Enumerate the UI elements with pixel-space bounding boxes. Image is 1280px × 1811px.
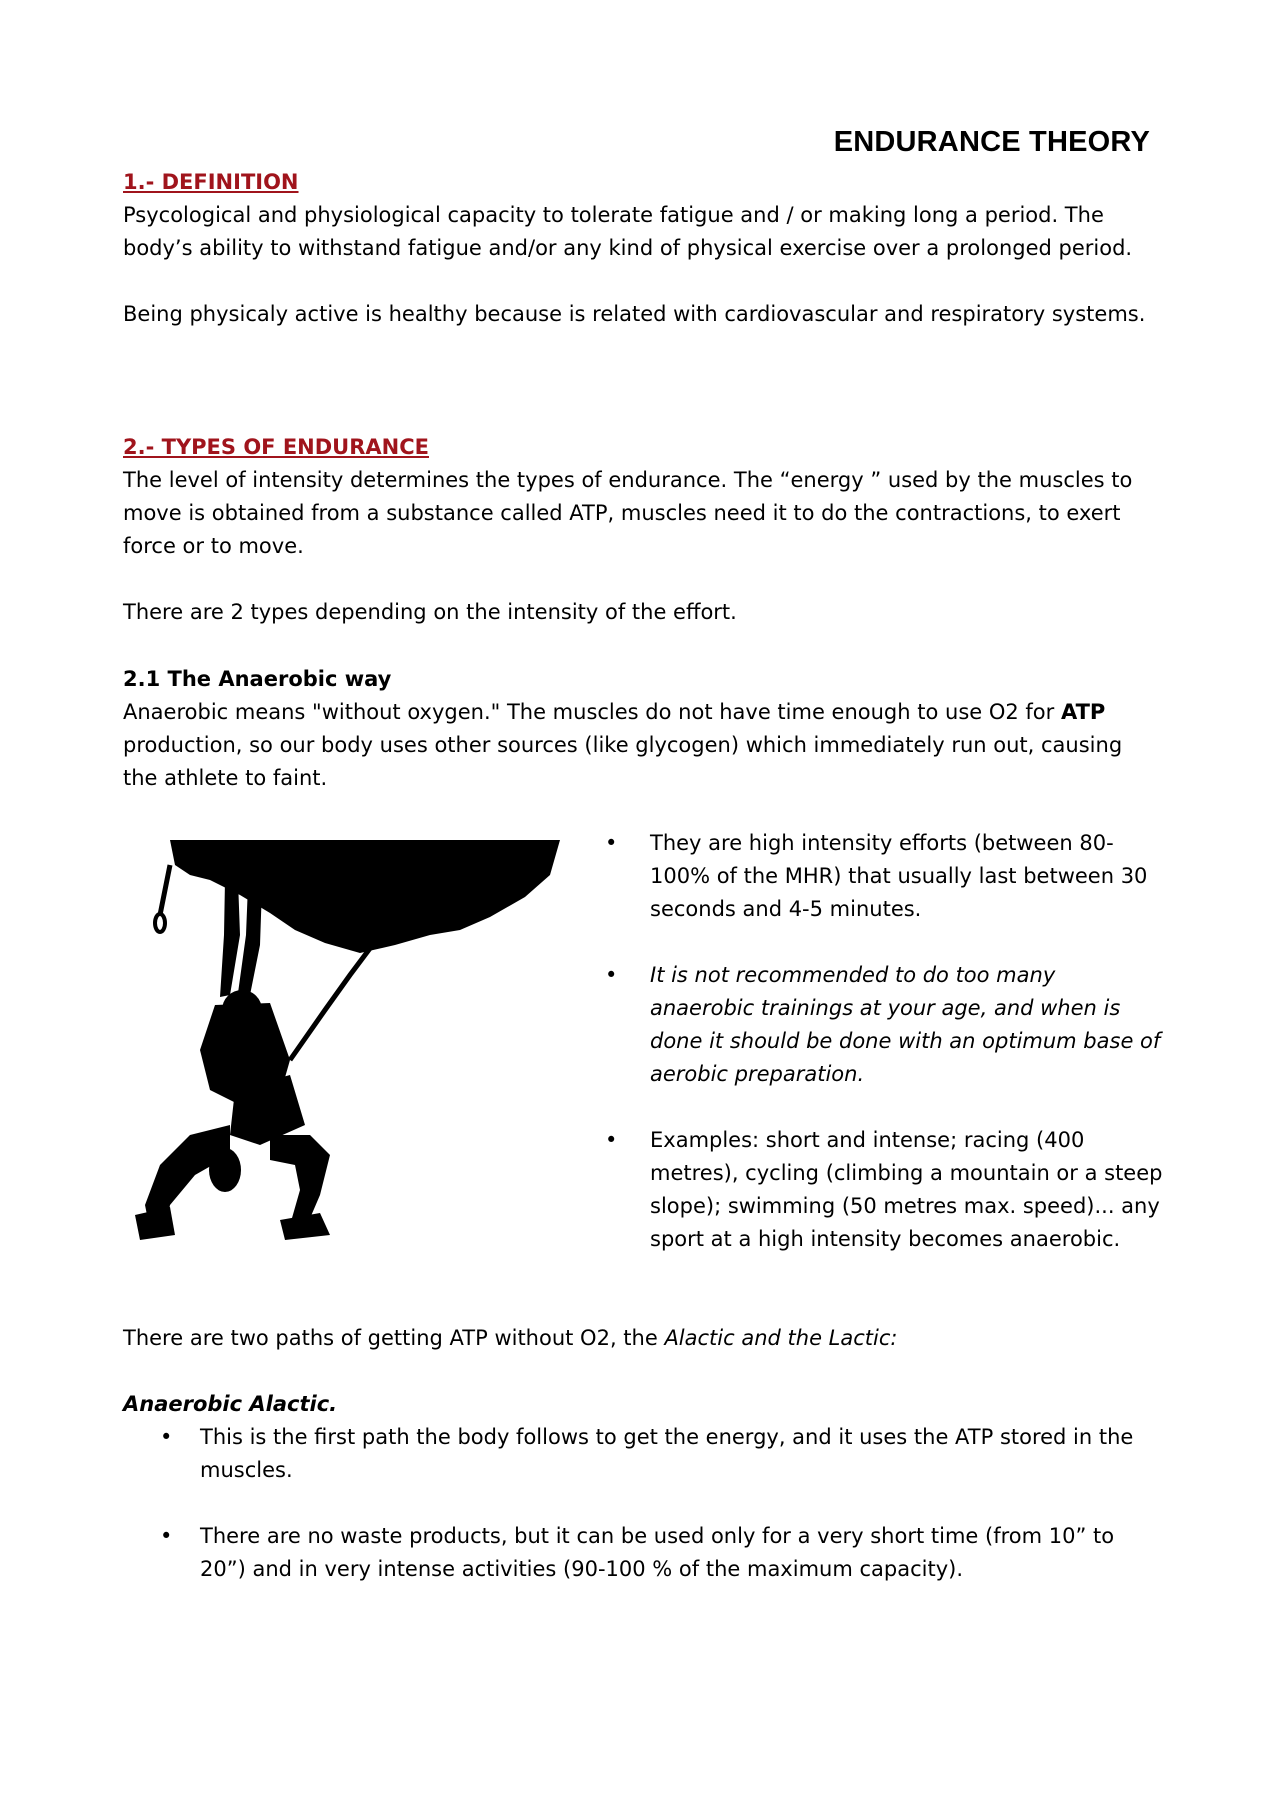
bullet-text-1: They are high intensity efforts (between 80-100% of the MHR) that usually last between 30 seconds and 4-5 minutes. [650, 831, 1148, 921]
paths-paragraph [123, 1322, 1163, 1355]
heading-anaerobic-alactic: Anaerobic Alactic. [123, 1392, 338, 1416]
alactic-bullet-list [160, 1421, 1160, 1619]
anaerobic-bullet-list [605, 827, 1165, 1289]
climber-silhouette-image [130, 835, 570, 1275]
anaerobic-text-b: production, so our body uses other sources (like glycogen) which immediately run out, causing the athlete to faint. [123, 733, 1123, 790]
types-paragraph-1: The level of intensity determines the types of endurance. The “energy ” used by the muscles to move is obtained from a substance called ATP, muscles need it to do the contractions, to exert force or to move. [123, 468, 1133, 558]
bullet-icon: • [605, 963, 618, 987]
heading-anaerobic-way: 2.1 The Anaerobic way [123, 667, 392, 691]
section-anaerobic-alactic [123, 1388, 1163, 1421]
bullet-icon: • [160, 1524, 173, 1548]
bullet-icon: • [160, 1425, 173, 1449]
list-item [605, 1124, 1165, 1256]
anaerobic-text-a: Anaerobic means "without oxygen." The muscles do not have time enough to use O2 for [123, 700, 1061, 724]
section-anaerobic-way [123, 663, 1163, 795]
alactic-text-1: This is the first path the body follows to get the energy, and it uses the ATP stored in the muscles. [200, 1425, 1134, 1482]
paths-line [123, 1322, 1163, 1355]
bullet-text-2: It is not recommended to do too many anaerobic trainings at your age, and when is done it should be done with an optimum base of aerobic preparation. [650, 963, 1161, 1086]
list-item [605, 959, 1165, 1091]
atp-bold: ATP [1060, 700, 1106, 724]
list-item [160, 1421, 1160, 1487]
bullet-icon: • [605, 1128, 618, 1152]
heading-types-of-endurance: 2.- TYPES OF ENDURANCE [123, 435, 429, 459]
bullet-text-3: Examples: short and intense; racing (400 metres), cycling (climbing a mountain or a steep slope); swimming (50 metres max. speed)... any sport at a high intensity becomes anaerobic. [650, 1128, 1163, 1251]
alactic-text-2: There are no waste products, but it can be used only for a very short time (from 10” to 20”) and in very intense activities (90-100 % of the maximum capacity). [200, 1524, 1115, 1581]
heading-definition: 1.- DEFINITION [123, 170, 299, 194]
paths-text: There are two paths of getting ATP without O2, the [123, 1326, 665, 1350]
paths-italic: Alactic and the Lactic: [664, 1326, 898, 1350]
definition-paragraph-1: Psycological and physiological capacity to tolerate fatigue and / or making long a period. The body’s ability to withstand fatigue and/or any kind of physical exercise over a prolonged period. [123, 203, 1133, 260]
section-types [123, 431, 1163, 629]
list-item [605, 827, 1165, 926]
definition-paragraph-2: Being physicaly active is healthy because is related with cardiovascular and respiratory systems. [123, 302, 1146, 326]
bullet-icon: • [605, 831, 618, 855]
page-title: ENDURANCE THEORY [833, 126, 1150, 158]
section-definition [123, 166, 1163, 331]
types-paragraph-2: There are 2 types depending on the intensity of the effort. [123, 600, 737, 624]
list-item [160, 1520, 1160, 1586]
anaerobic-paragraph [123, 696, 1163, 795]
